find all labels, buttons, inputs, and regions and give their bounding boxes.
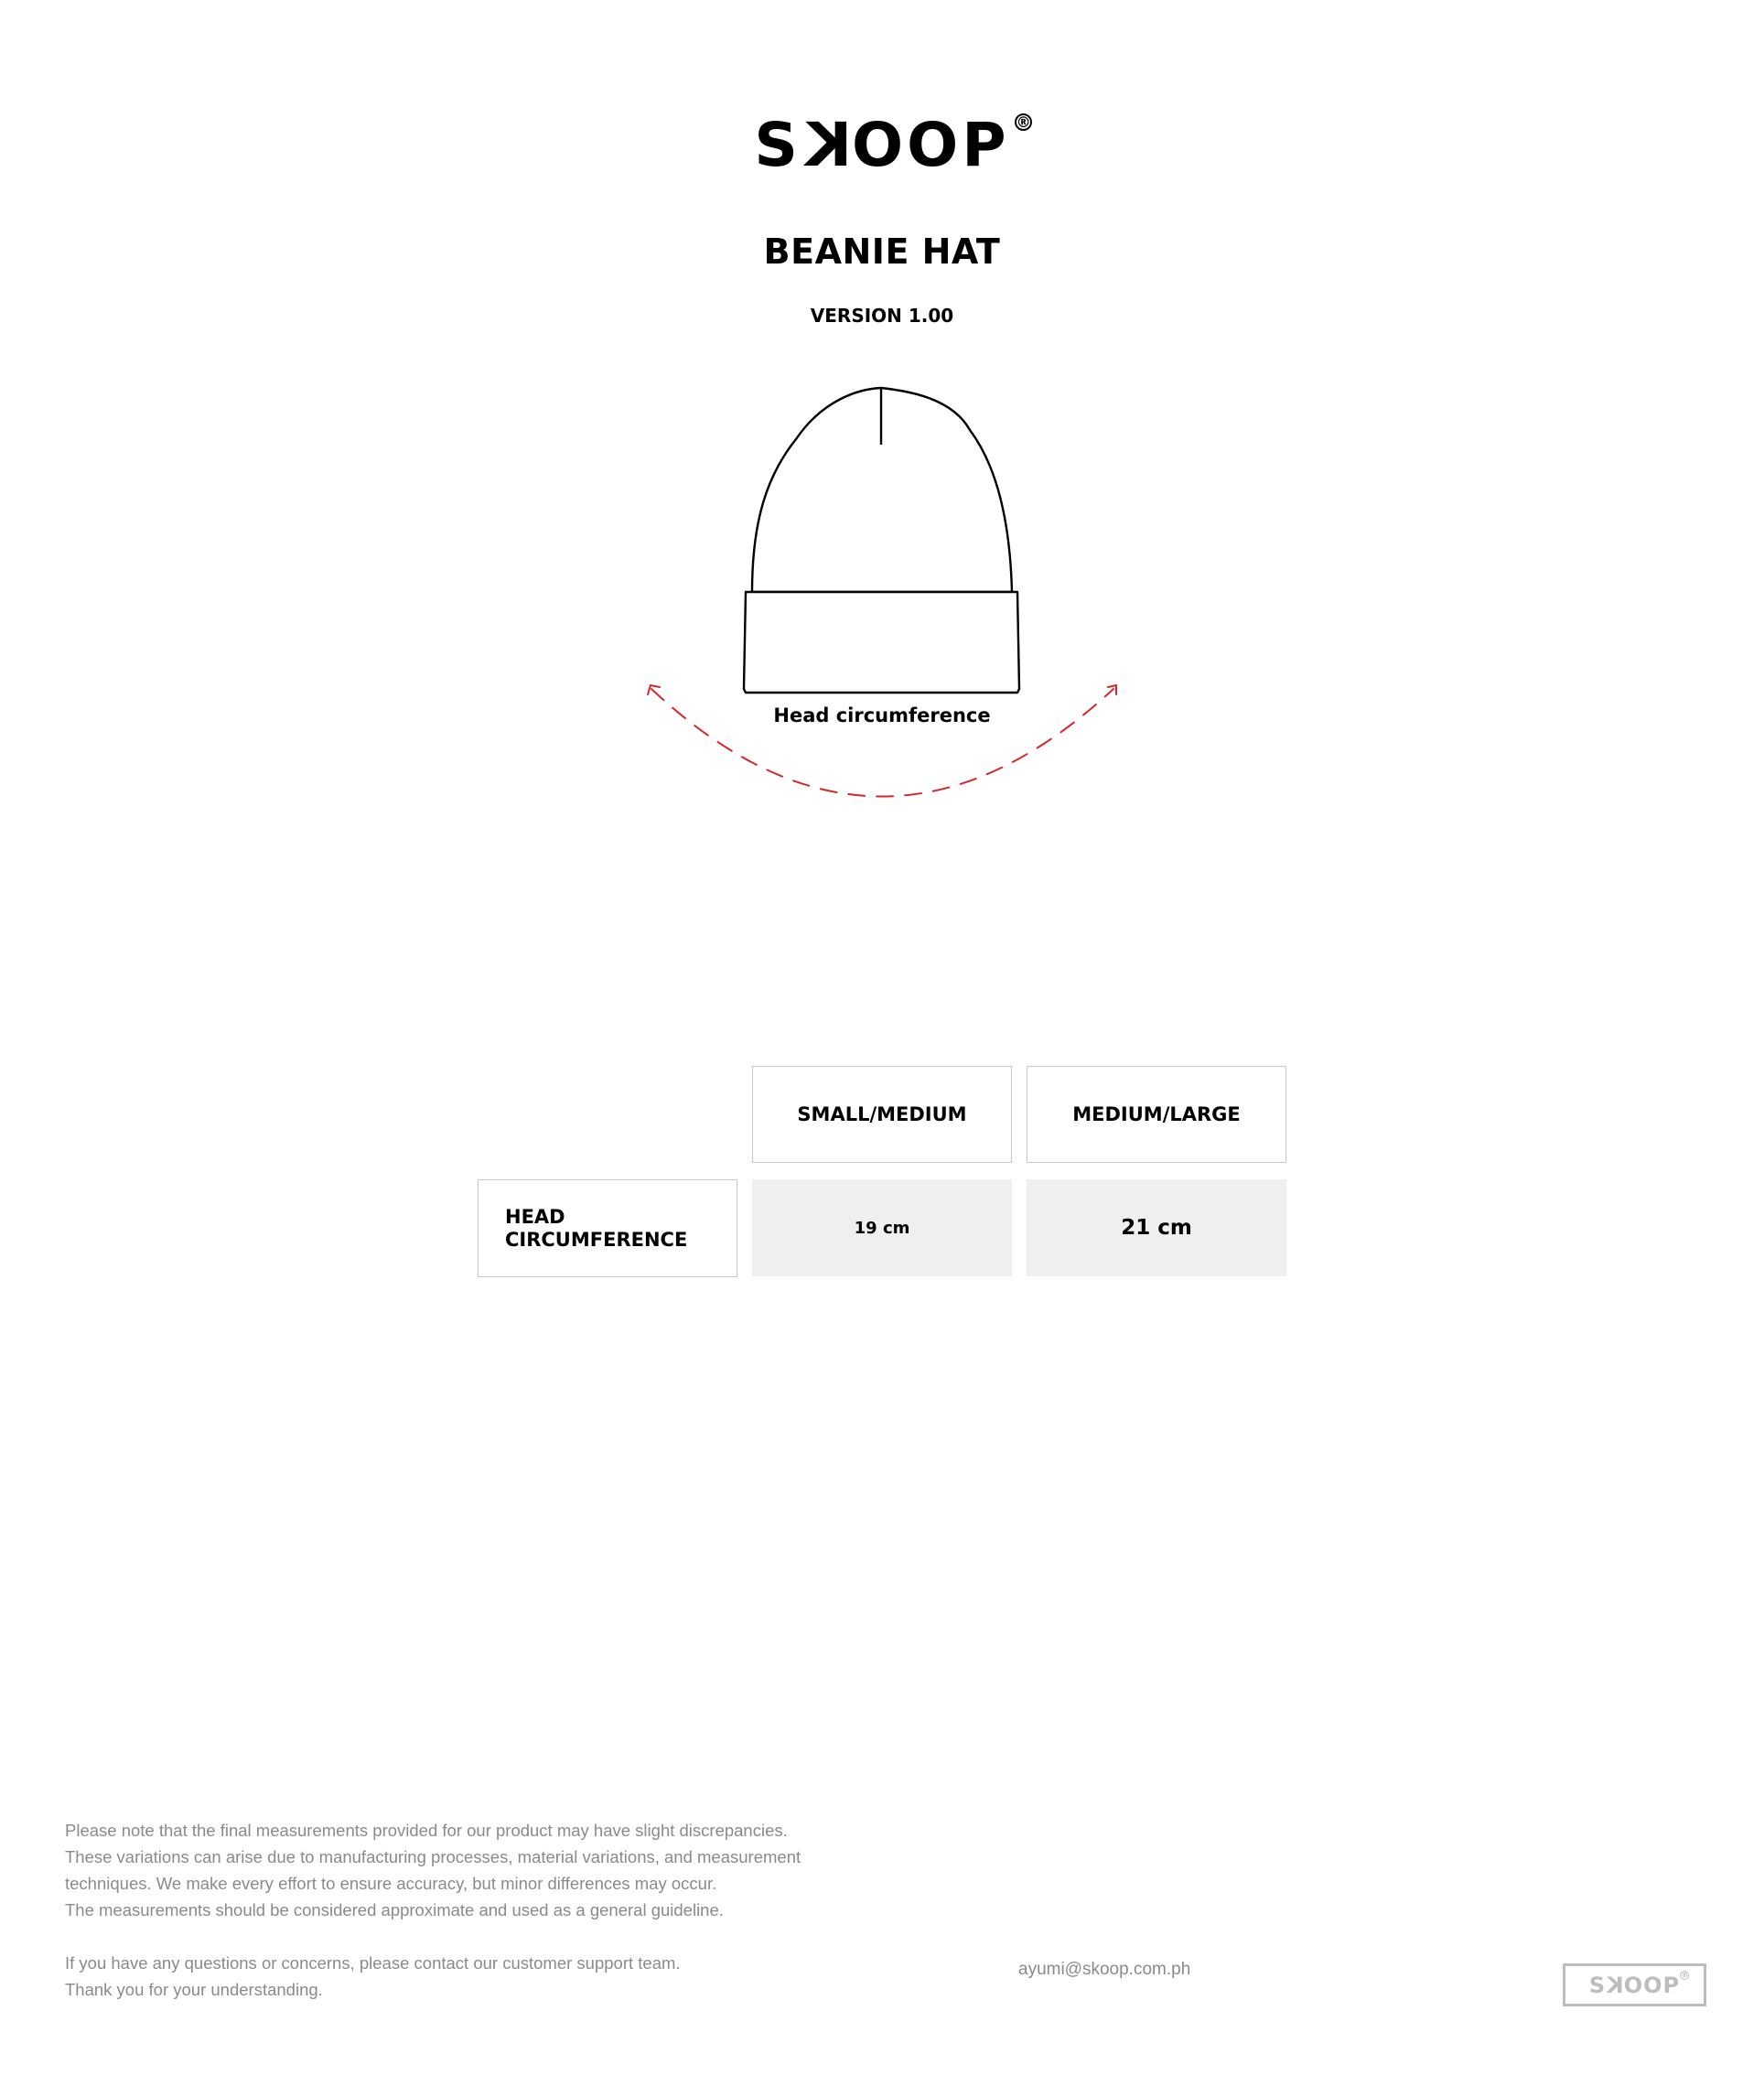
value-cell-medium-large: 21 cm [1027,1179,1286,1276]
disclaimer-line: These variations can arise due to manufacturing processes, material variations, and measurement [65,1847,801,1866]
measurement-arrow [648,685,1116,797]
version-label: VERSION 1.00 [810,305,954,327]
column-header-small-medium: SMALL/MEDIUM [752,1066,1012,1163]
disclaimer-line: The measurements should be considered approximate and used as a general guideline. [65,1900,724,1920]
beanie-hat-icon [744,388,1019,693]
row-header-line2: CIRCUMFERENCE [505,1228,688,1251]
column-header-medium-large: MEDIUM/LARGE [1027,1066,1286,1163]
disclaimer-line: techniques. We make every effort to ensure accuracy, but minor differences may occur. [65,1874,717,1893]
disclaimer-line: Please note that the final measurements provided for our product may have slight discrepancies. [65,1821,788,1840]
beanie-illustration [0,384,1764,805]
row-header-line1: HEAD [505,1205,565,1228]
footer-logo [1563,1963,1706,2006]
disclaimer-text [65,1817,888,2003]
footer-registered-mark-icon: ® [1681,1970,1689,1979]
contact-line: Thank you for your understanding. [65,1980,323,1999]
beanie-cuff [744,592,1019,693]
contact-email-link[interactable]: ayumi@skoop.com.ph [1018,1960,1191,1979]
brand-logo-text: SKOOP ® [754,110,1031,180]
value-cell-small-medium: 19 cm [752,1179,1012,1276]
page-title: BEANIE HAT [763,231,1001,272]
row-header-head-circumference [478,1179,737,1277]
registered-mark-icon: ® [1016,113,1031,131]
measurement-label: Head circumference [773,704,991,726]
footer-logo-text: SKOOP ® [1588,1970,1689,1998]
brand-logo [0,110,1764,180]
contact-line: If you have any questions or concerns, please contact our customer support team. [65,1953,681,1973]
